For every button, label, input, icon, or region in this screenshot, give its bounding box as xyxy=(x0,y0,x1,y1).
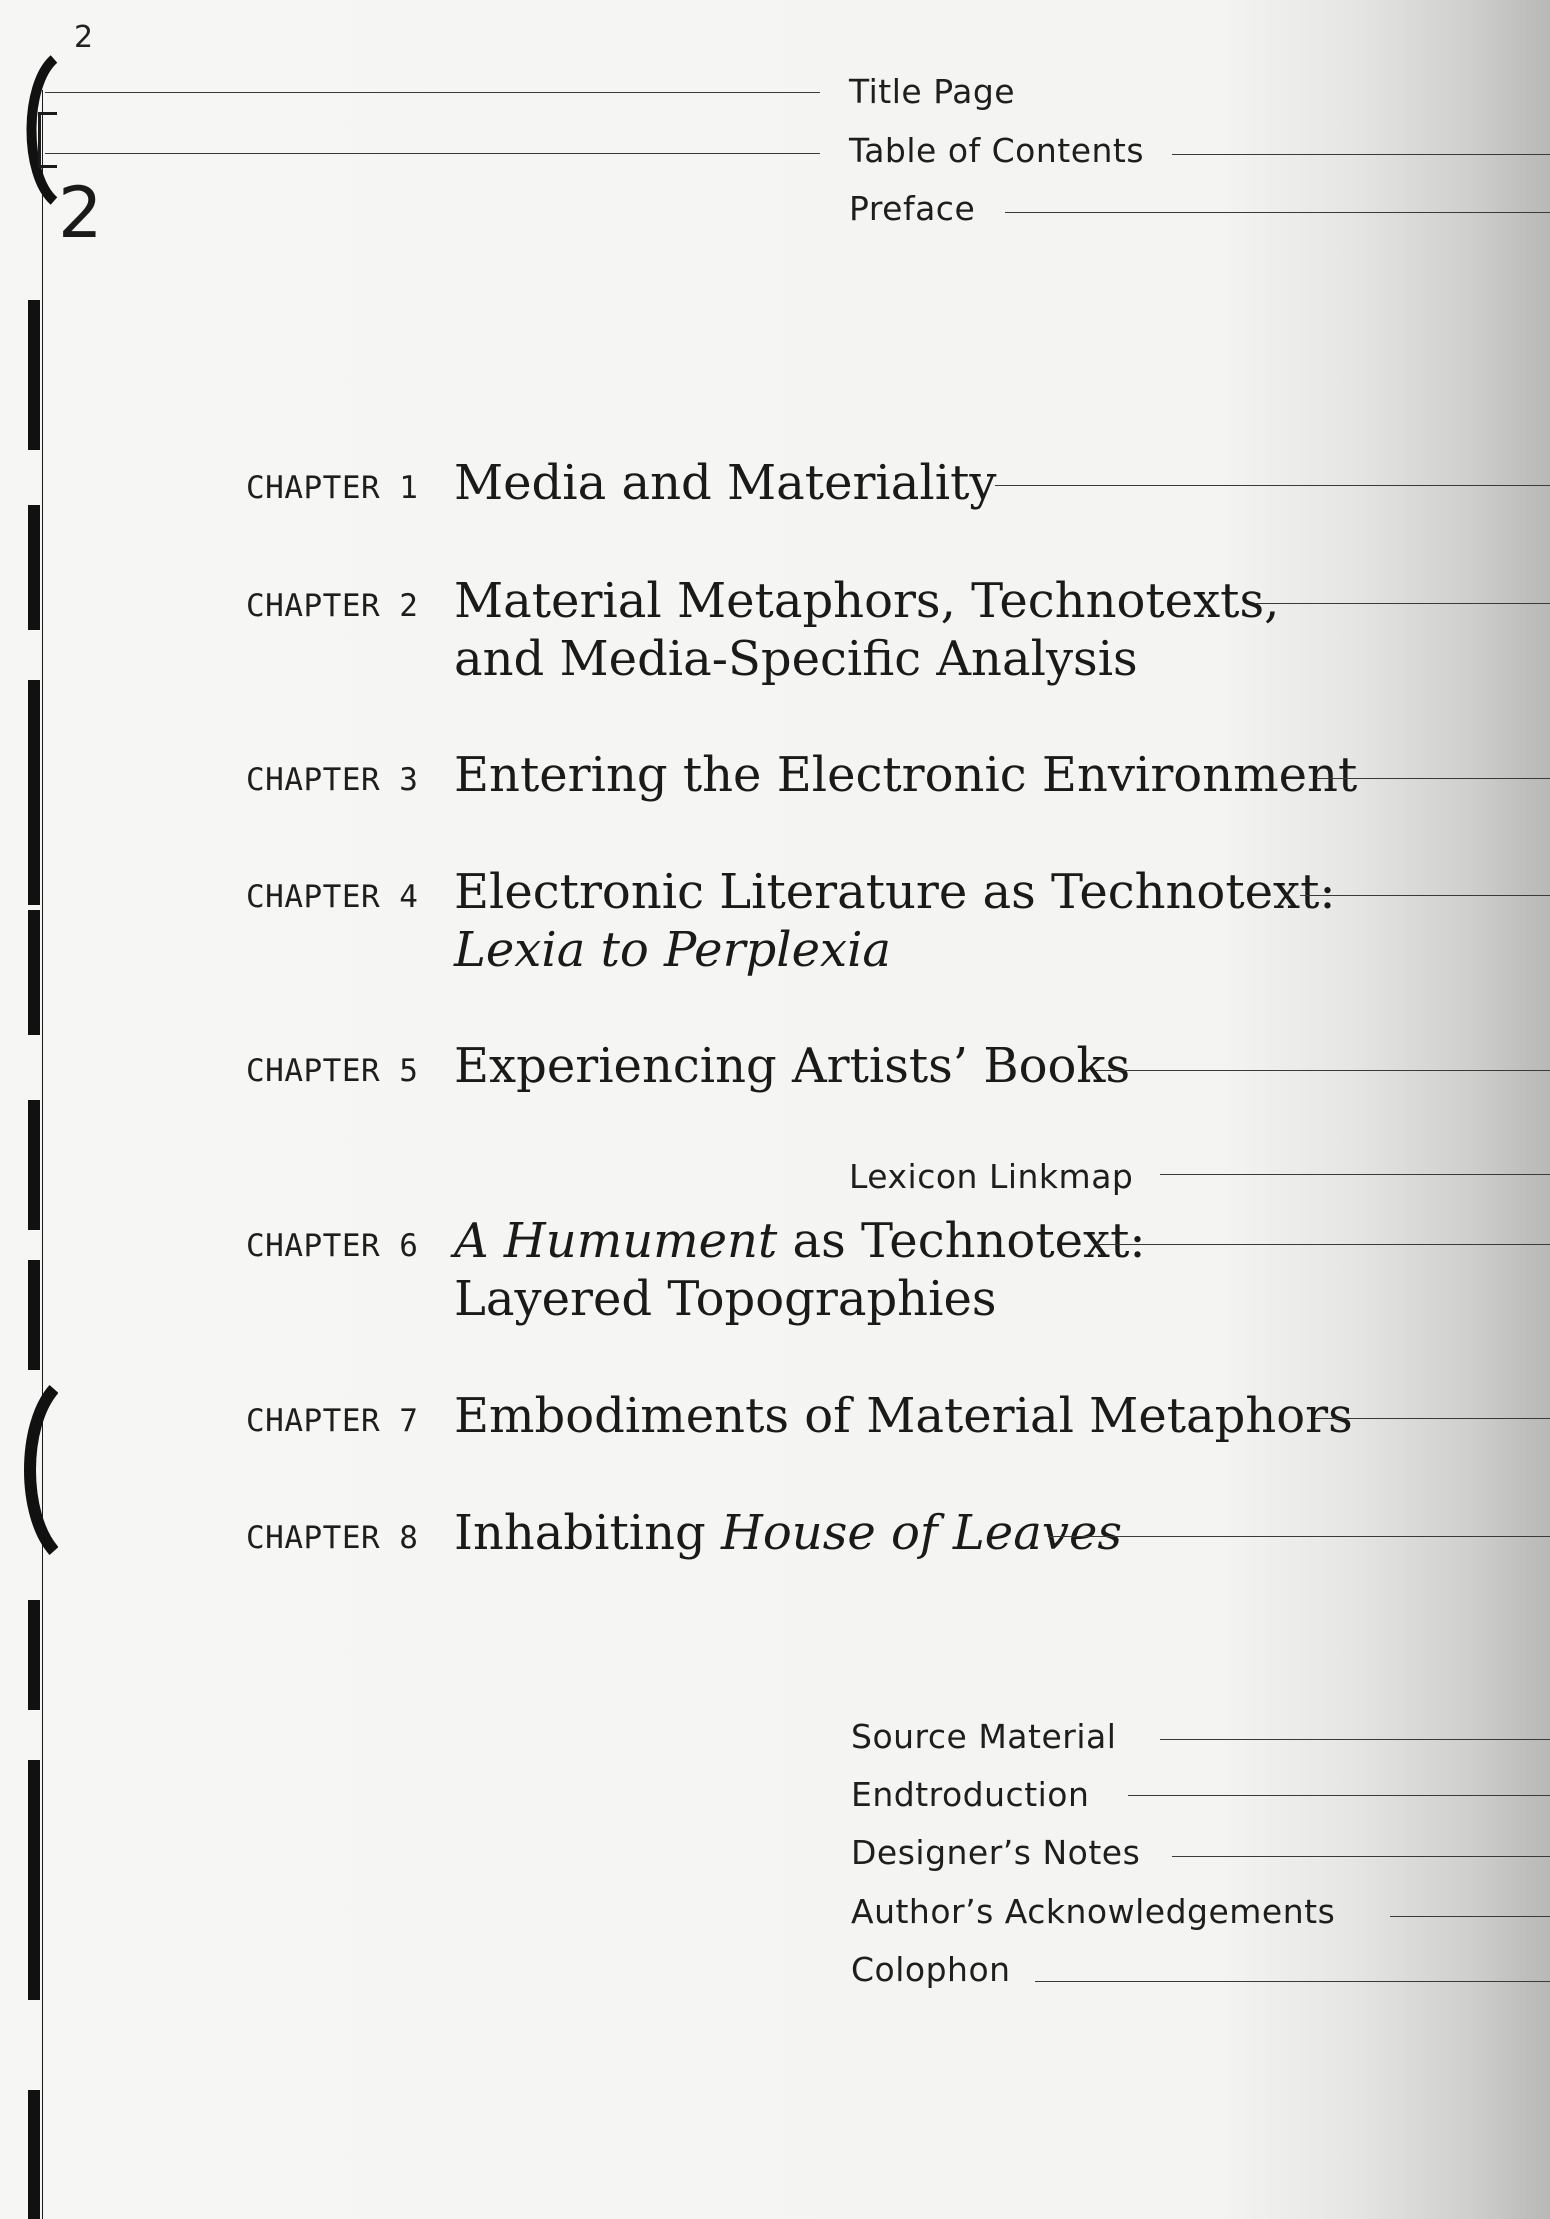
leader-line xyxy=(1315,1418,1550,1419)
page-number: 2 xyxy=(74,20,94,55)
leader-line xyxy=(45,92,820,93)
chapter-title[interactable] xyxy=(454,1212,1146,1270)
toc-entry-colophon[interactable]: Colophon xyxy=(851,1950,1011,1989)
chapter-title[interactable]: Media and Materiality xyxy=(454,455,997,511)
leader-line xyxy=(1095,1070,1550,1071)
margin-bar xyxy=(28,300,40,450)
margin-bar xyxy=(28,1260,40,1370)
chapter-label: CHAPTER 5 xyxy=(246,1053,419,1089)
chapter-title[interactable]: Entering the Electronic Environment xyxy=(454,747,1358,803)
chapter-title-italic: A Humument xyxy=(454,1213,778,1269)
leader-line xyxy=(1160,1174,1550,1175)
chapter-subtitle: and Media-Specific Analysis xyxy=(454,631,1138,687)
leader-line xyxy=(1048,1536,1550,1537)
chapter-label: CHAPTER 3 xyxy=(246,762,419,798)
toc-entry-authors-acknowledgements[interactable]: Author’s Acknowledgements xyxy=(851,1892,1336,1931)
margin-arc-bottom xyxy=(18,1385,58,1555)
toc-entry-source-material[interactable]: Source Material xyxy=(851,1717,1117,1756)
leader-line xyxy=(45,153,820,154)
chapter-title-italic: House of Leaves xyxy=(721,1505,1122,1561)
chapter-subtitle-italic: Lexia to Perplexia xyxy=(454,922,892,978)
leader-line xyxy=(1390,1916,1550,1917)
toc-entry-endtroduction[interactable]: Endtroduction xyxy=(851,1775,1090,1814)
toc-entry-table-of-contents[interactable]: Table of Contents xyxy=(849,131,1145,170)
toc-entry-designers-notes[interactable]: Designer’s Notes xyxy=(851,1833,1141,1872)
toc-entry-title-page[interactable]: Title Page xyxy=(849,72,1016,111)
left-margin-rule xyxy=(42,90,43,2219)
chapter-title[interactable] xyxy=(454,1504,1122,1562)
chapter-title[interactable]: Experiencing Artists’ Books xyxy=(454,1038,1131,1094)
toc-entry-preface[interactable]: Preface xyxy=(849,189,976,228)
chapter-title-roman: as Technotext: xyxy=(777,1213,1146,1269)
chapter-subtitle xyxy=(454,921,891,979)
chapter-label: CHAPTER 1 xyxy=(246,470,419,506)
leader-line xyxy=(995,485,1550,486)
margin-bar xyxy=(28,765,40,905)
section-marker: 2 xyxy=(58,172,103,254)
margin-bar xyxy=(28,910,40,1035)
margin-bar xyxy=(28,1600,40,1710)
margin-bar xyxy=(28,1100,40,1230)
leader-line xyxy=(1172,154,1550,155)
leader-line xyxy=(1005,212,1550,213)
toc-entry-lexicon-linkmap[interactable]: Lexicon Linkmap xyxy=(849,1157,1134,1196)
chapter-title[interactable]: Electronic Literature as Technotext: xyxy=(454,864,1336,920)
leader-line xyxy=(1255,603,1550,604)
chapter-title-roman: Inhabiting xyxy=(454,1505,722,1561)
leader-line xyxy=(1160,1739,1550,1740)
chapter-title[interactable]: Material Metaphors, Technotexts, xyxy=(454,573,1280,629)
chapter-label: CHAPTER 4 xyxy=(246,879,419,915)
chapter-title[interactable]: Embodiments of Material Metaphors xyxy=(454,1388,1353,1444)
leader-line xyxy=(1035,1981,1550,1982)
leader-line xyxy=(1300,895,1550,896)
chapter-subtitle: Layered Topographies xyxy=(454,1271,997,1327)
chapter-label: CHAPTER 2 xyxy=(246,588,419,624)
margin-bar xyxy=(28,680,40,770)
marker-box xyxy=(38,112,57,168)
leader-line xyxy=(1097,1244,1550,1245)
leader-line xyxy=(1128,1795,1550,1796)
leader-line xyxy=(1315,778,1550,779)
chapter-label: CHAPTER 7 xyxy=(246,1403,419,1439)
margin-bar xyxy=(28,2090,40,2219)
leader-line xyxy=(1172,1856,1550,1857)
chapter-label: CHAPTER 6 xyxy=(246,1228,419,1264)
margin-bar xyxy=(28,505,40,630)
margin-bar xyxy=(28,1760,40,2000)
chapter-label: CHAPTER 8 xyxy=(246,1520,419,1556)
